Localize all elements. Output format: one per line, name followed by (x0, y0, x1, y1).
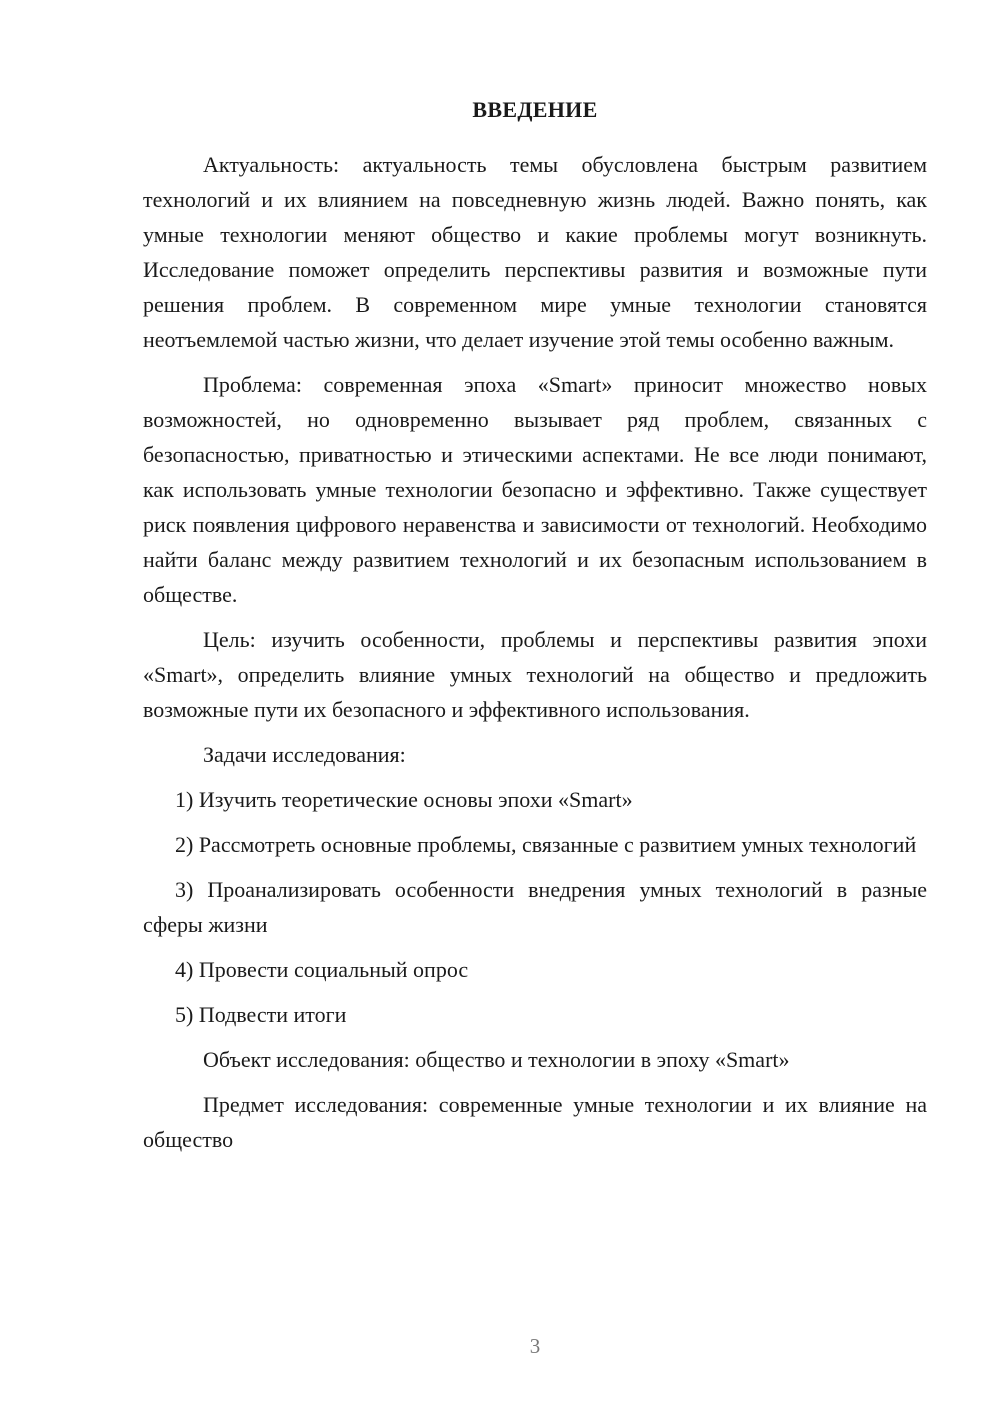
page-content (143, 92, 927, 1167)
task-item: 2) Рассмотреть основные проблемы, связанные с развитием умных технологий (175, 832, 917, 857)
task-item: 3) Проанализировать особенности внедрения умных технологий в разные сферы жизни (143, 877, 927, 937)
problem-paragraph: Проблема: современная эпоха «Smart» приносит множество новых возможностей, но одновременно вызывает ряд проблем, связанных с безопасностью, приватностью и этическими аспектами. Не все люди понимают, как использовать умные технологии безопасно и эффективно. Также существует риск появления цифрового неравенства и зависимости от технологий. Необходимо найти баланс между развитием технологий и их безопасным использованием в обществе. (143, 372, 927, 607)
research-object-paragraph: Объект исследования: общество и технологии в эпоху «Smart» (203, 1047, 790, 1072)
page-title: ВВЕДЕНИЕ (472, 97, 598, 122)
page-number: 3 (529, 1334, 541, 1358)
task-item: 4) Провести социальный опрос (175, 957, 469, 982)
research-subject-paragraph: Предмет исследования: современные умные технологии и их влияние на общество (143, 1092, 927, 1152)
relevance-paragraph: Актуальность: актуальность темы обусловлена быстрым развитием технологий и их влиянием на повседневную жизнь людей. Важно понять, как умные технологии меняют общество и какие проблемы могут возникнуть. Исследование поможет определить перспективы развития и возможные пути решения проблем. В современном мире умные технологии становятся неотъемлемой частью жизни, что делает изучение этой темы особенно важным. (143, 152, 927, 352)
task-item: 1) Изучить теоретические основы эпохи «Smart» (175, 787, 633, 812)
task-item: 5) Подвести итоги (175, 1002, 347, 1027)
tasks-heading: Задачи исследования: (203, 742, 406, 767)
goal-paragraph: Цель: изучить особенности, проблемы и перспективы развития эпохи «Smart», определить влияние умных технологий на общество и предложить возможные пути их безопасного и эффективного использования. (143, 627, 927, 722)
